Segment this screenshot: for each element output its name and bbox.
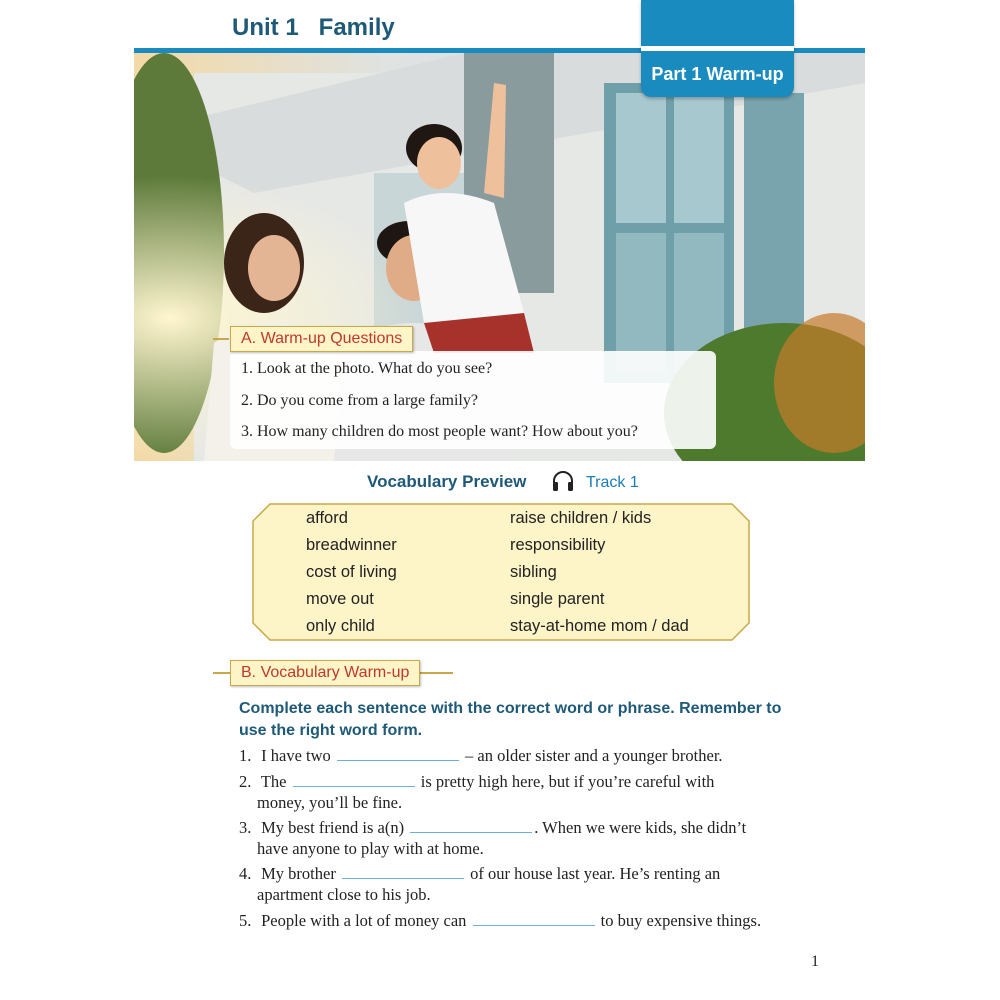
- exercise-item: [239, 863, 809, 905]
- exercise-text: My brother: [261, 864, 336, 883]
- vocab-warmup-label: B. Vocabulary Warm-up: [230, 660, 420, 686]
- exercise-number: 4.: [239, 864, 252, 883]
- vocab-word: cost of living: [306, 563, 397, 581]
- vocab-word: raise children / kids: [510, 509, 652, 527]
- unit-title: Unit 1 Family: [232, 14, 395, 41]
- vocab-word: afford: [306, 509, 348, 527]
- vocab-preview-box: [252, 503, 750, 641]
- exercise-number: 1.: [239, 746, 252, 765]
- answer-blank[interactable]: [293, 772, 415, 787]
- exercise-text: I have two: [261, 746, 331, 765]
- exercise-item: [239, 817, 809, 859]
- exercise-text-continued: money, you’ll be fine.: [257, 793, 403, 812]
- page-number: 1: [811, 953, 819, 970]
- vocab-word: move out: [306, 590, 374, 608]
- vocab-preview-title: Vocabulary Preview: [367, 472, 527, 491]
- exercise-text: People with a lot of money can: [261, 911, 467, 930]
- warmup-label: A. Warm-up Questions: [230, 326, 413, 352]
- warmup-questions-box: [230, 351, 716, 449]
- vocab-word: responsibility: [510, 536, 606, 554]
- exercise-text-continued: apartment close to his job.: [257, 885, 431, 904]
- exercise-text: of our house last year. He’s renting an: [470, 864, 721, 883]
- vocab-word: sibling: [510, 563, 557, 581]
- instructions: Complete each sentence with the correct word or phrase. Remember to use the right word form.: [239, 700, 782, 739]
- answer-blank[interactable]: [473, 911, 595, 926]
- part-tab: [641, 0, 794, 97]
- exercise-text: . When we were kids, she didn’t: [534, 818, 747, 837]
- answer-blank[interactable]: [410, 818, 532, 833]
- exercise-text: The: [260, 772, 287, 791]
- exercise-number: 3.: [239, 818, 252, 837]
- vocab-word: only child: [306, 617, 375, 635]
- exercise-item: [239, 771, 809, 813]
- exercise-number: 5.: [239, 911, 252, 930]
- track-label[interactable]: Track 1: [586, 474, 639, 491]
- vocab-word: single parent: [510, 590, 605, 608]
- exercise-text: is pretty high here, but if you’re careful with: [420, 772, 715, 791]
- answer-blank[interactable]: [342, 864, 464, 879]
- warmup-question: 3. How many children do most people want? How about you?: [241, 423, 638, 440]
- part-tab-label: Part 1 Warm-up: [651, 64, 784, 84]
- part-tab-stripe: [641, 46, 794, 51]
- headphones-icon: [551, 470, 575, 492]
- exercise-text: to buy expensive things.: [600, 911, 762, 930]
- answer-blank[interactable]: [337, 746, 459, 761]
- exercise-number: 2.: [239, 772, 252, 791]
- warmup-label-line: [213, 338, 229, 340]
- exercise-item: [239, 745, 809, 766]
- vocab-word: breadwinner: [306, 536, 397, 554]
- warmup-question: 1. Look at the photo. What do you see?: [241, 360, 493, 377]
- exercise-item: [239, 910, 809, 931]
- exercise-text: – an older sister and a younger brother.: [465, 746, 723, 765]
- vocab-word: stay-at-home mom / dad: [510, 617, 689, 635]
- exercise-text: My best friend is a(n): [261, 818, 405, 837]
- exercise-text-continued: have anyone to play with at home.: [257, 839, 484, 858]
- warmup-question: 2. Do you come from a large family?: [241, 392, 478, 409]
